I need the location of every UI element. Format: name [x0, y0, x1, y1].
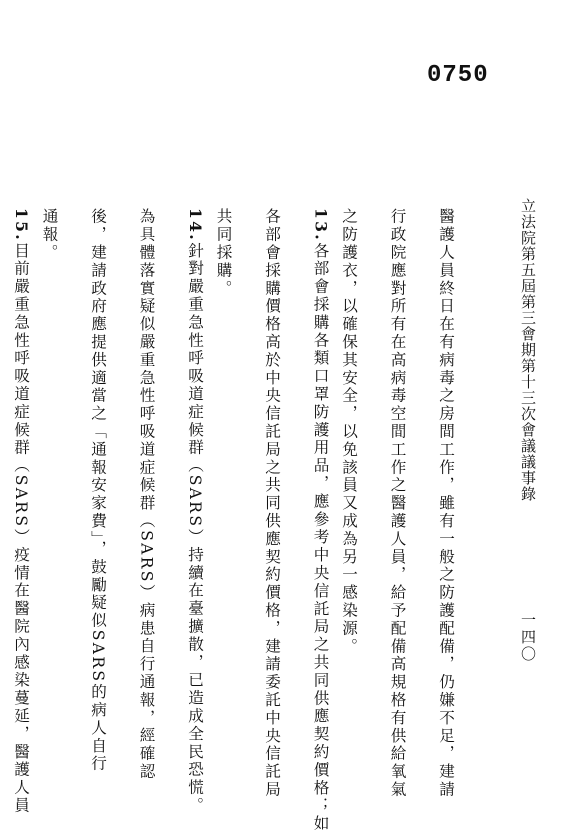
item-number: 15. [12, 208, 31, 243]
text-column: 各部會採購價格高於中央信託局之共同供應契約價格，建請委託中央信託局 [263, 208, 281, 799]
text-column: 共同採購。 [214, 208, 233, 298]
page-number: 0750 [427, 62, 489, 89]
text-column: 為具體落實疑似嚴重急性呼吸道症候群（SARS）病患自行通報，經確認 [137, 208, 156, 781]
item-number: 14. [186, 208, 205, 243]
header-title: 立法院第五屆第三會期第十三次會議議事錄 [519, 198, 537, 502]
list-item-13: 13.各部會採購各類口罩防護用品，應參考中央信託局之共同供應契約價格；如 [311, 208, 331, 833]
text-column: 通報。 [40, 208, 59, 262]
list-item-14: 14.針對嚴重急性呼吸道症候群（SARS）持續在臺擴散，已造成全民恐慌。 [186, 208, 205, 815]
list-item-15: 15.目前嚴重急性呼吸道症候群（SARS）疫情在醫院內感染蔓延，醫護人員 [12, 208, 31, 815]
text-column: 醫護人員終日在有病毒之房間工作，雖有一般之防護配備，仍嫌不足，建請 [437, 208, 455, 799]
body-text [0, 208, 496, 833]
text-column [0, 208, 7, 778]
item-number: 13. [311, 208, 331, 243]
text-column: 後，建請政府應提供適當之「通報安家費」，鼓勵疑似SARS的病人自行 [89, 208, 107, 773]
text-column: 之防護衣，以確保其安全，以免該員又成為另一感染源。 [340, 208, 358, 656]
text-column: 行政院應對所有在高病毒空間工作之醫護人員，給予配備高規格有供給氧氣 [388, 208, 407, 799]
folio-number: 一四〇 [519, 612, 537, 663]
